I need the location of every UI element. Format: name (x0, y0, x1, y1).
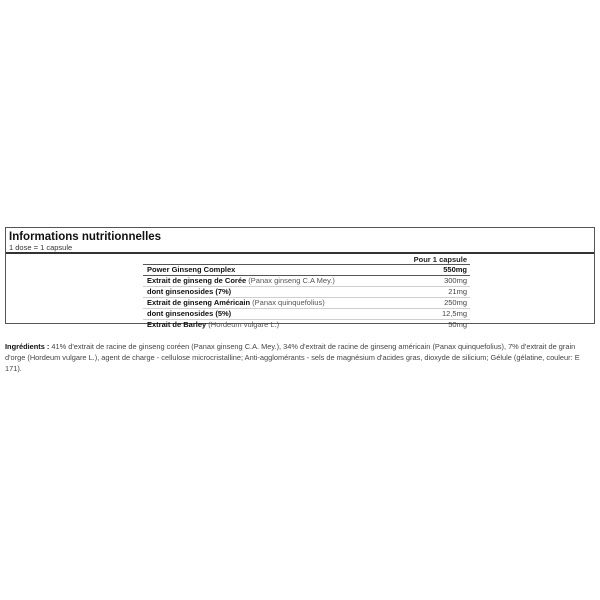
ingredients-label: Ingrédients : (5, 342, 50, 351)
panel-title: Informations nutritionnelles (9, 231, 162, 243)
nutrient-label: Extrait de ginseng Américain (147, 298, 251, 307)
nutrient-label: Extrait de Barley (147, 320, 207, 329)
nutrient-label: dont ginsenosides (5%) (147, 309, 232, 318)
nutrient-latin-name: (Hordeum vulgare L.) (206, 320, 280, 329)
table-row (143, 265, 470, 276)
nutrient-label: Extrait de ginseng de Corée (147, 276, 247, 285)
table-row (143, 276, 470, 287)
nutrient-name (147, 265, 235, 275)
ingredients-text: 41% d'extrait de racine de ginseng coréen (Panax ginseng C.A. Mey.), 34% d'extrait de racine de ginseng américain (Panax quinquefolius), 7% d'extrait de grain d'orge (Hordeum vulgare L.), agent de charge - cellulose microcristalline; Anti-agglomérants - sels de magnésium d'acides gras, dioxyde de silicium; Gélule (gélatine, couleur: E 171). (5, 342, 580, 373)
nutrient-latin-name: (Panax ginseng C.A Mey.) (246, 276, 335, 285)
table-header (143, 254, 470, 265)
nutrient-label: Power Ginseng Complex (147, 265, 236, 274)
nutrient-name (147, 287, 231, 297)
nutrient-name (147, 276, 335, 286)
nutrient-amount: 50mg (448, 320, 467, 329)
nutrient-latin-name: (Panax quinquefolius) (250, 298, 325, 307)
table-row (143, 320, 470, 330)
nutrient-name (147, 298, 325, 308)
nutrient-amount: 300mg (444, 276, 467, 285)
nutrient-amount: 550mg (443, 265, 467, 274)
table-row (143, 309, 470, 320)
nutrient-name (147, 309, 231, 319)
nutrition-panel (5, 227, 595, 329)
nutrient-amount: 250mg (444, 298, 467, 307)
nutrition-table (143, 254, 470, 330)
table-row (143, 287, 470, 298)
nutrient-amount: 21mg (448, 287, 467, 296)
ingredients-section (5, 341, 593, 374)
column-header-per-capsule: Pour 1 capsule (413, 255, 467, 264)
table-row (143, 298, 470, 309)
table-body (143, 265, 470, 330)
nutrient-name (147, 320, 279, 330)
panel-subtitle: 1 dose = 1 capsule (9, 243, 73, 252)
nutrient-amount: 12,5mg (441, 309, 467, 318)
nutrient-label: dont ginsenosides (7%) (147, 287, 232, 296)
